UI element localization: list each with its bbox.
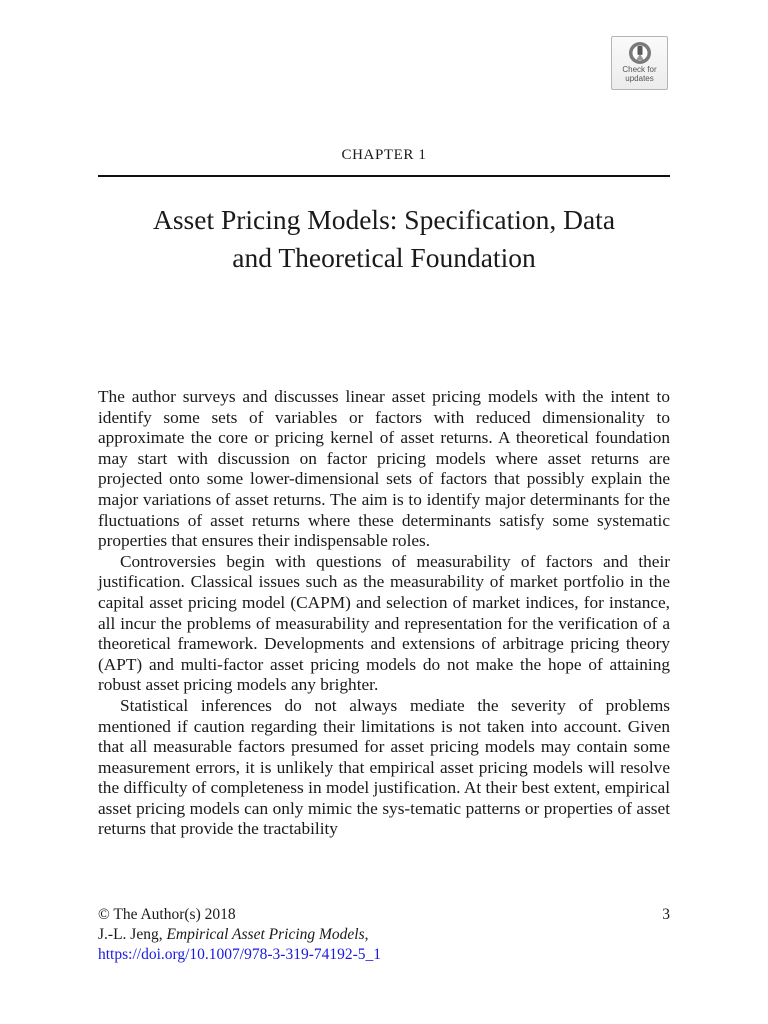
doi-link[interactable]: https://doi.org/10.1007/978-3-319-74192-5_1 [98, 946, 382, 963]
badge-text-line1: Check for [622, 65, 657, 74]
footer-copyright-row [98, 905, 670, 925]
check-for-updates-badge[interactable] [611, 36, 668, 90]
chapter-title-line-1: Asset Pricing Models: Specification, Data [152, 204, 616, 235]
chapter-label: CHAPTER 1 [341, 147, 427, 163]
chapter-title [98, 201, 670, 277]
body-paragraph-3: Statistical inferences do not always mediate the severity of problems mentioned if caution regarding their limitations is not taken into account. Given that all measurable factors presumed for asset pricing models may contain some measurement errors, it is unlikely that empirical asset pricing models will resolve the difficulty of completeness in model justification. At their best extent, empirical asset pricing models can only mimic the sys-tematic patterns or properties of asset returns that provide the tractability [98, 695, 670, 839]
citation-author: J.-L. Jeng, [98, 926, 167, 943]
citation-suffix: , [364, 926, 369, 943]
page-footer [98, 905, 670, 965]
page-number: 3 [662, 906, 670, 923]
crossmark-icon [628, 41, 652, 65]
body-paragraph-1: The author surveys and discusses linear asset pricing models with the intent to identify some sets of variables or factors with reduced dimensionality to approximate the core or pricing kernel of asset returns. A theoretical foundation may start with discussion on factor pricing models where asset returns are projected onto some lower-dimensional sets of factors that possibly explain the major variations of asset returns. The aim is to identify major determinants for the fluctuations of asset returns where these determinants satisfy some systematic properties that ensures their indispensable roles. [98, 387, 670, 551]
chapter-rule [98, 175, 670, 177]
badge-text-line2: updates [625, 74, 654, 83]
citation-line [98, 925, 670, 945]
chapter-body [98, 387, 670, 840]
body-paragraph-2: Controversies begin with questions of measurability of factors and their justification. Classical issues such as the measurability of market portfolio in the capital asset pricing model (CAPM) and selection of market indices, for instance, all incur the problems of measurability and representation for the verification of a theoretical framework. Developments and extensions of arbitrage pricing theory (APT) and multi-factor asset pricing models do not make the hope of attaining robust asset pricing models any brighter. [98, 551, 670, 695]
copyright-notice: © The Author(s) 2018 [98, 906, 236, 923]
chapter-title-line-2: and Theoretical Foundation [232, 242, 536, 273]
book-title: Empirical Asset Pricing Models [166, 926, 365, 943]
